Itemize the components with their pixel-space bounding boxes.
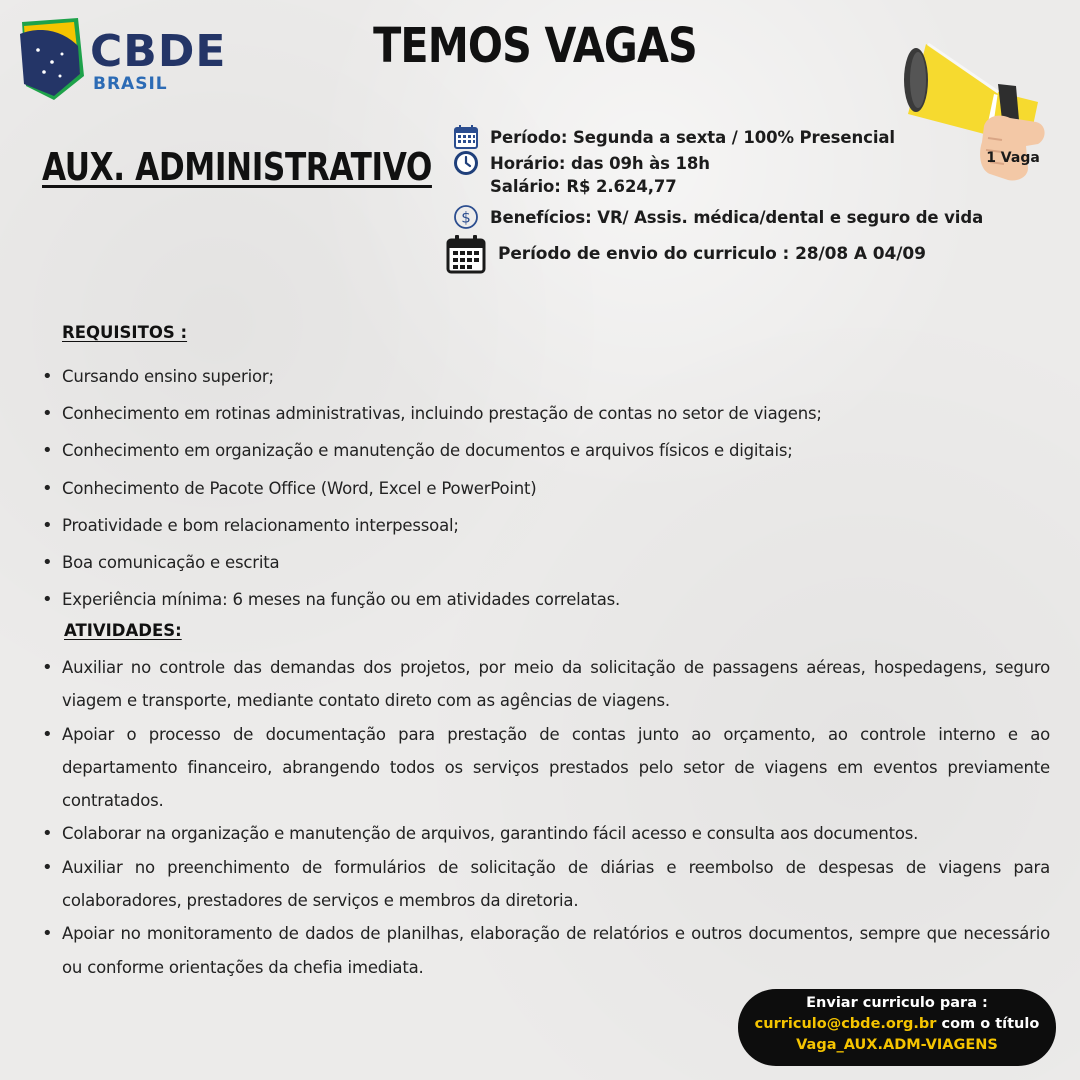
list-item: • Proatividade e bom relacionamento interpessoal; [40, 507, 1050, 544]
clock-icon [452, 149, 480, 177]
list-item: • Apoiar o processo de documentação para prestação de contas junto ao orçamento, ao controle interno e ao departamento financeiro, abrangendo todos os serviços prestados pelo setor de viagens em eventos previamente contratados. [40, 718, 1050, 818]
info-horario [452, 149, 710, 177]
info-periodo [452, 123, 895, 151]
vacancy-count-badge: 1 Vaga [986, 150, 1040, 166]
salario-text: Salário: R$ 2.624,77 [490, 177, 677, 196]
position-title: AUX. ADMINISTRATIVO [42, 145, 432, 189]
shield-logo-icon [18, 16, 88, 104]
periodo-text: Período: Segunda a sexta / 100% Presencial [490, 127, 895, 147]
info-envio [446, 234, 926, 274]
envio-text: Período de envio do curriculo : 28/08 A 04/09 [498, 244, 926, 264]
contact-instruction: Enviar curriculo para : [806, 995, 988, 1011]
requisitos-heading: REQUISITOS : [62, 323, 188, 342]
atividades-list [40, 651, 1050, 984]
cbde-logo [18, 16, 227, 108]
contact-subject: Vaga_AUX.ADM-VIAGENS [796, 1037, 998, 1053]
list-item: • Conhecimento em organização e manutenção de documentos e arquivos físicos e digitais; [40, 432, 1050, 469]
list-item: • Colaborar na organização e manutenção de arquivos, garantindo fácil acesso e consulta aos documentos. [40, 817, 1050, 850]
logo-brand-text: CBDE [90, 26, 227, 77]
list-item: • Experiência mínima: 6 meses na função ou em atividades correlatas. [40, 581, 1050, 618]
megaphone-icon [898, 14, 1058, 194]
contact-middle-text: com o título [936, 1016, 1040, 1032]
atividades-heading: ATIVIDADES: [64, 621, 182, 640]
dollar-icon [452, 203, 480, 231]
list-item: • Conhecimento de Pacote Office (Word, Excel e PowerPoint) [40, 470, 1050, 507]
list-item: • Cursando ensino superior; [40, 358, 1050, 395]
svg-text:$: $ [461, 208, 471, 227]
list-item: • Auxiliar no preenchimento de formulários de solicitação de diárias e reembolso de despesas de viagens para colaboradores, prestadores de serviços e membros da diretoria. [40, 851, 1050, 918]
requisitos-list [40, 358, 1050, 618]
horario-text: Horário: das 09h às 18h [490, 153, 710, 173]
contact-pill [738, 989, 1056, 1066]
calendar-grid-icon [446, 234, 486, 274]
beneficios-text: Benefícios: VR/ Assis. médica/dental e seguro de vida [490, 207, 984, 227]
calendar-icon [452, 123, 480, 151]
list-item: • Boa comunicação e escrita [40, 544, 1050, 581]
contact-email-link[interactable]: curriculo@cbde.org.br [754, 1016, 937, 1032]
info-salario [490, 177, 677, 196]
info-beneficios [452, 203, 983, 231]
list-item: • Conhecimento em rotinas administrativas, incluindo prestação de contas no setor de viagens; [40, 395, 1050, 432]
page-title: TEMOS VAGAS [373, 18, 697, 74]
list-item: • Auxiliar no controle das demandas dos projetos, por meio da solicitação de passagens aéreas, hospedagens, seguro viagem e transporte, mediante contato direto com as agências de viagens. [40, 651, 1050, 718]
logo-subtitle: BRASIL [93, 74, 168, 94]
list-item: • Apoiar no monitoramento de dados de planilhas, elaboração de relatórios e outros documentos, sempre que necessário ou conforme orientações da chefia imediata. [40, 917, 1050, 984]
